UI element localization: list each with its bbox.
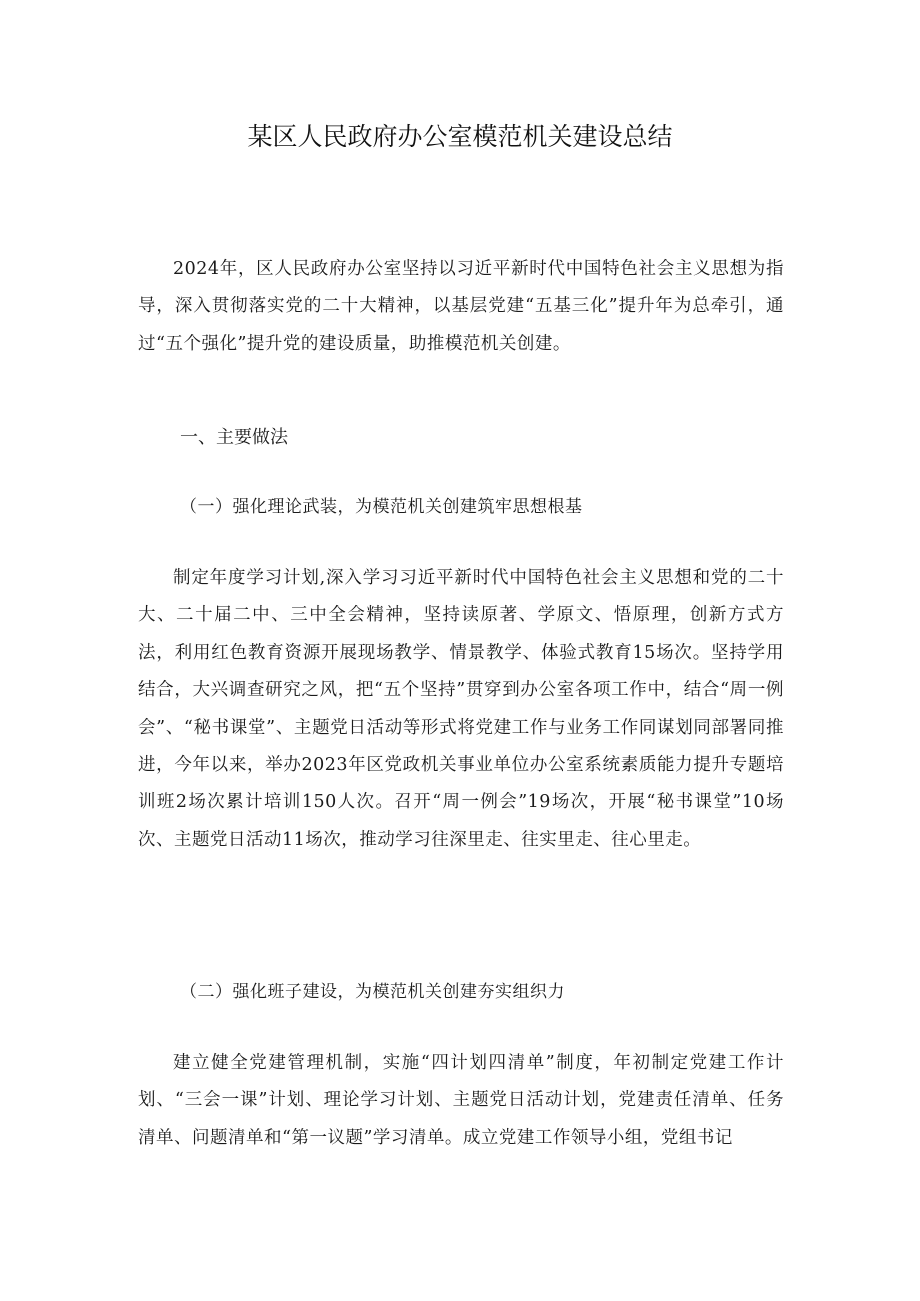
leadership-paragraph: 建立健全党建管理机制，实施“四计划四清单”制度，年初制定党建工作计划、“三会一课”计划、理论学习计划、主题党日活动计划，党建责任清单、任务清单、问题清单和“第一议题”学习清单。成立党建工作领导小组，党组书记 xyxy=(138,1053,784,1148)
document-title: 某区人民政府办公室模范机关建设总结 xyxy=(247,122,673,151)
theory-paragraph: 制定年度学习计划,深入学习习近平新时代中国特色社会主义思想和党的二十大、二十届二中、三中全会精神，坚持读原著、学原文、悟原理，创新方式方法，利用红色教育资源开展现场教学、情景教学、体验式教育15场次。坚持学用结合，大兴调查研究之风，把“五个坚持”贯穿到办公室各项工作中，结合“周一例会”、“秘书课堂”、主题党日活动等形式将党建工作与业务工作同谋划同部署同推进，今年以来，举办2023年区党政机关事业单位办公室系统素质能力提升专题培训班2场次累计培训150人次。召开“周一例会”19场次，开展“秘书课堂”10场次、主题党日活动11场次，推动学习往深里走、往实里走、往心里走。 xyxy=(138,568,784,850)
subsection-heading-leadership: （二）强化班子建设，为模范机关创建夯实组织力 xyxy=(180,982,565,1002)
subsection-heading-theory: （一）强化理论武装，为模范机关创建筑牢思想根基 xyxy=(180,497,583,517)
section-heading-main-practices: 一、主要做法 xyxy=(180,427,288,448)
intro-paragraph: 2024年，区人民政府办公室坚持以习近平新时代中国特色社会主义思想为指导，深入贯彻落实党的二十大精神，以基层党建“五基三化”提升年为总牵引，通过“五个强化”提升党的建设质量，助推模范机关创建。 xyxy=(138,259,784,354)
